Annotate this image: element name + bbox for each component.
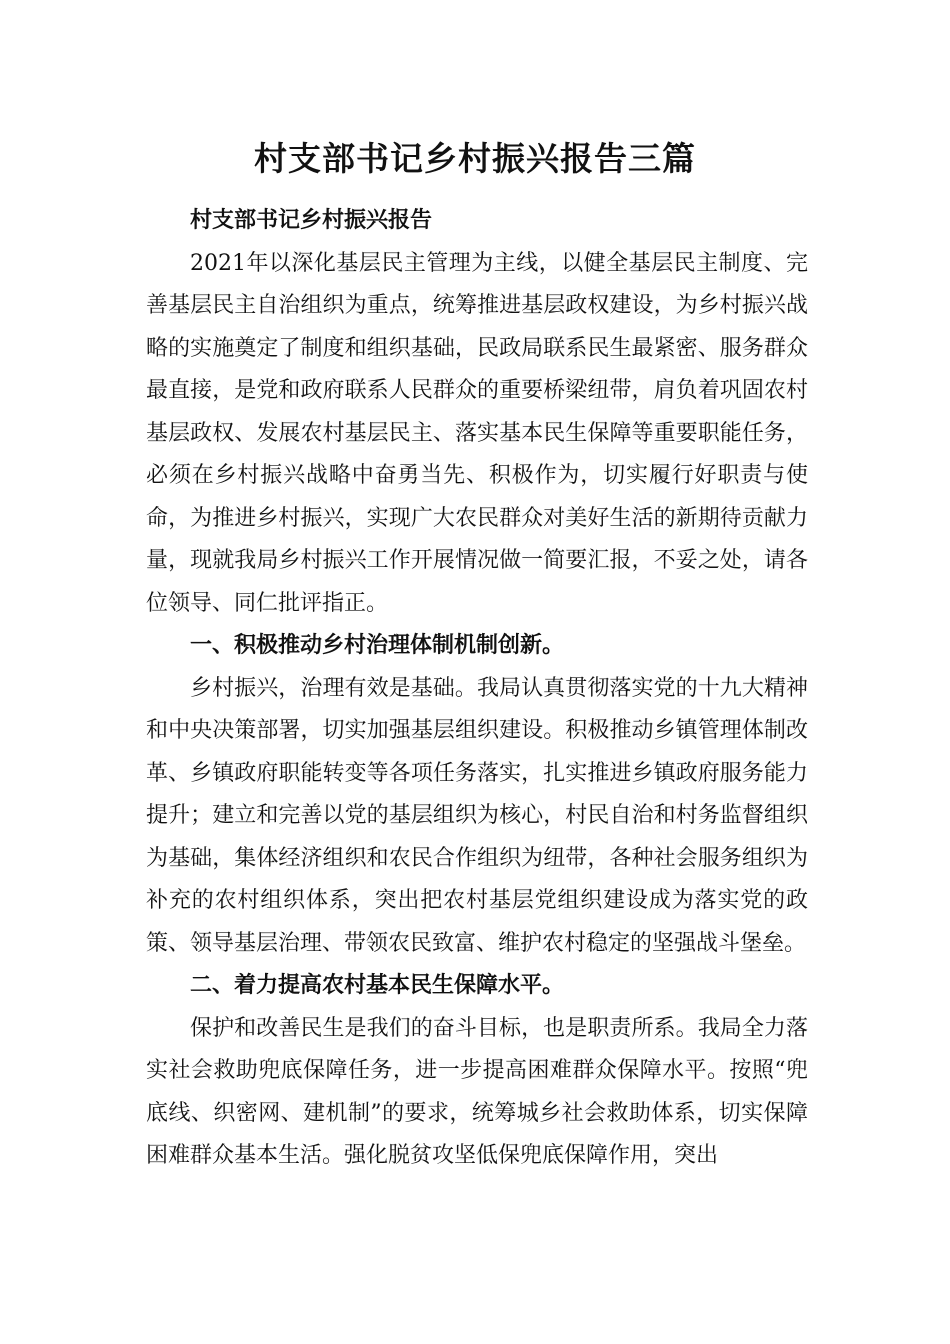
document-title: 村支部书记乡村振兴报告三篇 <box>254 139 696 178</box>
section-1-paragraph: 乡村振兴，治理有效是基础。我局认真贯彻落实党的十九大精神和中央决策部署，切实加强基层组织建设。积极推动乡镇管理体制改革、乡镇政府职能转变等各项任务落实，扎实推进乡镇政府服务能力提升；建立和完善以党的基层组织为核心，村民自治和村务监督组织为基础，集体经济组织和农民合作组织为纽带，各种社会服务组织为补充的农村组织体系，突出把农村基层党组织建设成为落实党的政策、领导基层治理、带领农民致富、维护农村稳定的坚强战斗堡垒。 <box>146 675 808 956</box>
document-body <box>146 200 808 1178</box>
section-2-heading: 二、着力提高农村基本民生保障水平。 <box>190 973 565 998</box>
section-1-heading: 一、积极推动乡村治理体制机制创新。 <box>190 633 565 658</box>
intro-paragraph: 2021年以深化基层民主管理为主线，以健全基层民主制度、完善基层民主自治组织为重点，统筹推进基层政权建设，为乡村振兴战略的实施奠定了制度和组织基础，民政局联系民生最紧密、服务群众最直接，是党和政府联系人民群众的重要桥梁纽带，肩负着巩固农村基层政权、发展农村基层民主、落实基本民生保障等重要职能任务，必须在乡村振兴战略中奋勇当先、积极作为，切实履行好职责与使命，为推进乡村振兴，实现广大农民群众对美好生活的新期待贡献力量，现就我局乡村振兴工作开展情况做一简要汇报，不妥之处，请各位领导、同仁批评指正。 <box>146 250 808 616</box>
section-2-paragraph: 保护和改善民生是我们的奋斗目标，也是职责所系。我局全力落实社会救助兜底保障任务，进一步提高困难群众保障水平。按照“兜底线、织密网、建机制”的要求，统筹城乡社会救助体系，切实保障困难群众基本生活。强化脱贫攻坚低保兜底保障作用，突出 <box>146 1015 808 1168</box>
report-subtitle: 村支部书记乡村振兴报告 <box>190 208 433 233</box>
